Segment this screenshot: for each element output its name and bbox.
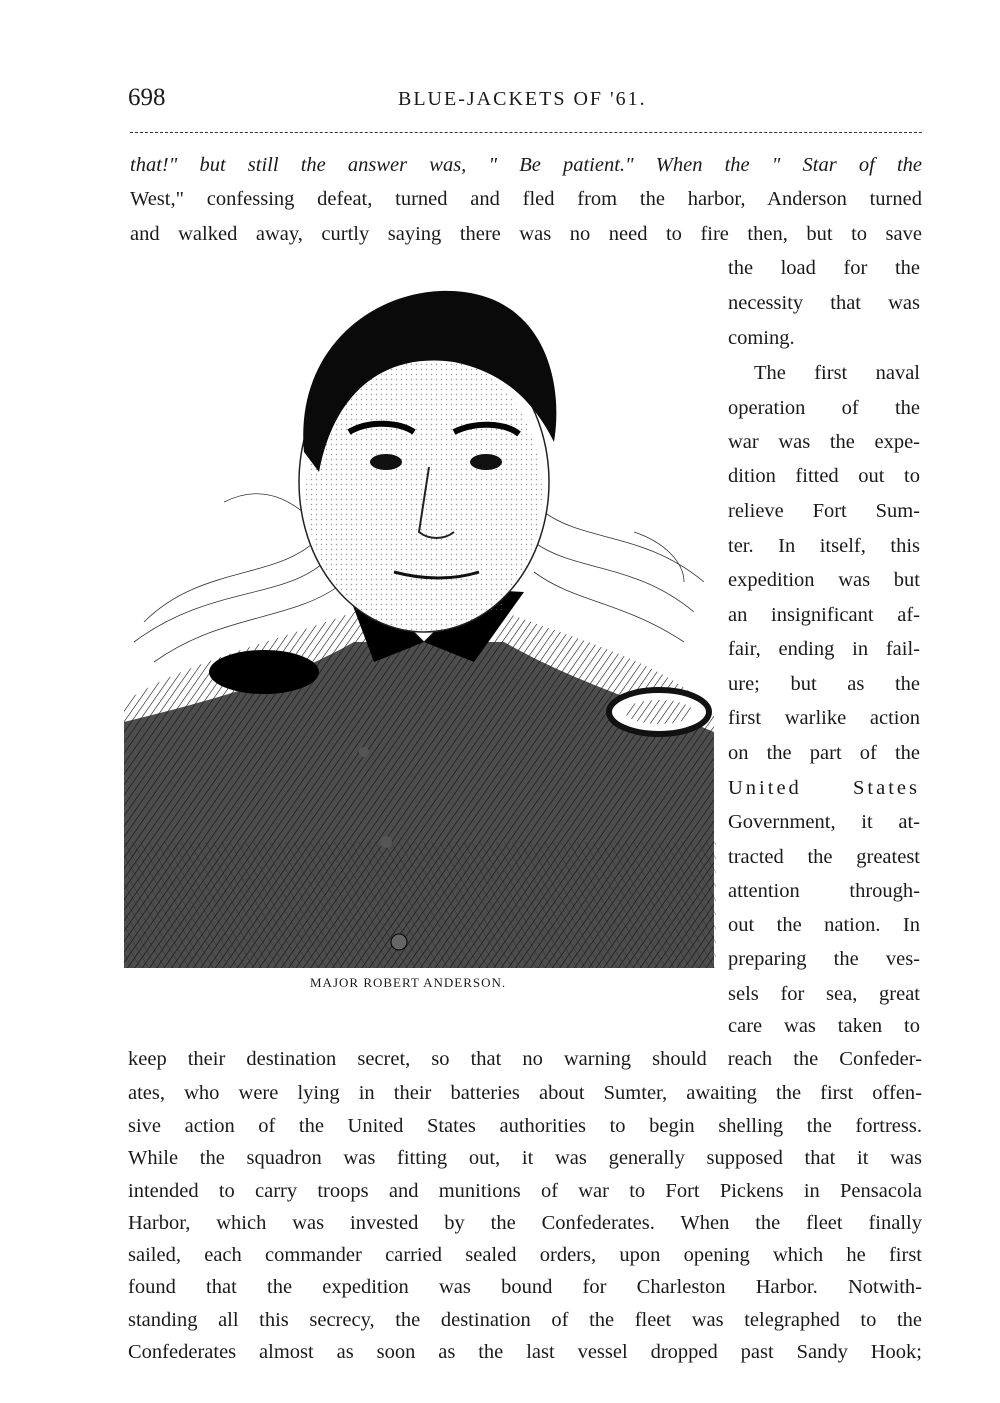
text-line: found that the expedition was bound for Charleston Harbor. Notwith- — [128, 1276, 922, 1298]
side-line: necessity that was — [728, 292, 920, 314]
header-rule — [130, 132, 922, 133]
coat-button — [391, 934, 407, 950]
running-head: BLUE-JACKETS OF '61. — [398, 88, 647, 110]
side-line: preparing the ves- — [728, 948, 920, 970]
side-line: United States — [728, 777, 920, 799]
text-line: Confederates almost as soon as the last vessel dropped past Sandy Hook; — [128, 1341, 922, 1363]
text-line: Harbor, which was invested by the Confederates. When the fleet finally — [128, 1212, 922, 1234]
text-line: keep their destination secret, so that no warning should reach the Confeder- — [128, 1048, 922, 1070]
side-line: care was taken to — [728, 1015, 920, 1037]
side-line: operation of the — [728, 397, 920, 419]
portrait-caption: MAJOR ROBERT ANDERSON. — [310, 975, 507, 990]
text-line: sive action of the United States authorities to begin shelling the fortress. — [128, 1115, 922, 1137]
text-line: standing all this secrecy, the destination of the fleet was telegraphed to the — [128, 1309, 922, 1331]
side-line: tracted the greatest — [728, 846, 920, 868]
text-line — [130, 153, 922, 177]
portrait-engraving — [124, 282, 716, 968]
side-line: war was the expe- — [728, 431, 920, 453]
side-line: on the part of the — [728, 742, 920, 764]
side-line: out the nation. In — [728, 914, 920, 936]
page-header — [128, 84, 923, 120]
side-line: ter. In itself, this — [728, 535, 920, 557]
side-line: relieve Fort Sum- — [728, 500, 920, 522]
side-line: The first naval — [754, 362, 920, 384]
side-line: first warlike action — [728, 707, 920, 729]
text-line: intended to carry troops and munitions of war to Fort Pickens in Pensacola — [128, 1180, 922, 1202]
text-line: West," confessing defeat, turned and fled from the harbor, Anderson turned — [130, 188, 922, 210]
side-line: expedition was but — [728, 569, 920, 591]
text-line: and walked away, curtly saying there was no need to fire then, but to save — [130, 223, 922, 245]
coat-lower-hatching — [124, 842, 716, 968]
right-epaulette-fringe — [625, 700, 693, 724]
side-line: sels for sea, great — [728, 983, 920, 1005]
side-line: coming. — [728, 327, 795, 349]
side-line: dition fitted out to — [728, 465, 920, 487]
side-line: the load for the — [728, 257, 920, 279]
page-number: 698 — [128, 84, 166, 111]
text-line: sailed, each commander carried sealed orders, upon opening which he first — [128, 1244, 922, 1266]
coat-button — [380, 836, 392, 848]
side-line: Government, it at- — [728, 811, 920, 833]
left-eye — [370, 454, 402, 470]
side-line: fair, ending in fail- — [728, 638, 920, 660]
italic-word: that!" but still the answer was, " Be patient." When the " Star of the — [130, 154, 922, 176]
text-line: While the squadron was fitting out, it was generally supposed that it was — [128, 1147, 922, 1169]
text-line: ates, who were lying in their batteries about Sumter, awaiting the first offen- — [128, 1082, 922, 1104]
left-epaulette — [209, 650, 319, 694]
right-eye — [470, 454, 502, 470]
side-line: ure; but as the — [728, 673, 920, 695]
coat-button — [359, 747, 369, 757]
side-line: an insignificant af- — [728, 604, 920, 626]
side-line: attention through- — [728, 880, 920, 902]
